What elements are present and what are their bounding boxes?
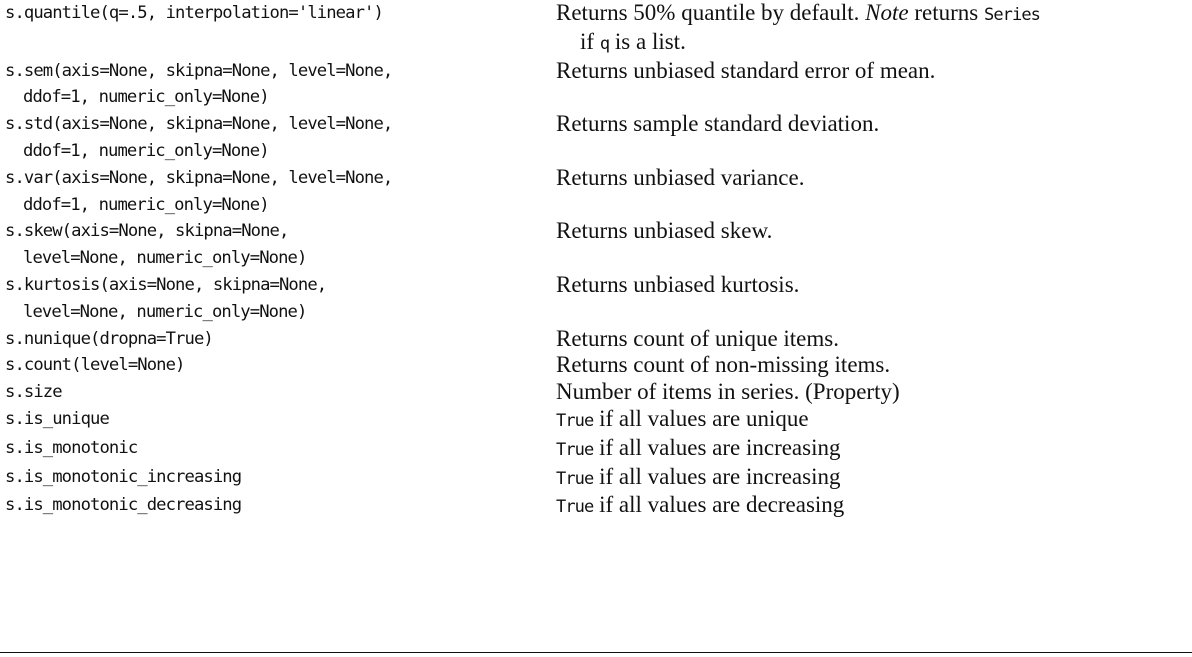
table-row (0, 111, 1192, 165)
inline-code: True (556, 468, 594, 489)
method-signature (0, 0, 556, 27)
method-signature (0, 111, 556, 165)
description-text: returns (908, 0, 984, 25)
description-text: is a list. (609, 28, 686, 54)
method-description (556, 218, 1192, 245)
description-text: Returns unbiased standard error of mean. (556, 57, 936, 83)
inline-code: Series (983, 5, 1040, 25)
table-row (0, 379, 1192, 406)
table-bottom-rule (0, 652, 1192, 653)
description-line (556, 464, 1192, 493)
description-line (556, 352, 1192, 379)
method-signature-line: s.skew(axis=None, skipna=None, (5, 221, 289, 242)
description-line (556, 29, 1192, 58)
method-signature-line: level=None, numeric_only=None) (23, 248, 307, 269)
method-description (556, 352, 1192, 379)
method-signature-line: s.quantile(q=.5, interpolation='linear') (5, 3, 383, 23)
description-text: Returns unbiased variance. (556, 164, 805, 190)
method-signature-line: s.count(level=None) (5, 355, 185, 376)
table-row (0, 352, 1192, 379)
method-signature-line: s.sem(axis=None, skipna=None, level=None, (5, 60, 393, 81)
inline-code: True (556, 410, 594, 431)
table-row (0, 272, 1192, 326)
emphasis-text: Note (865, 0, 909, 25)
method-signature-line: s.is_unique (5, 408, 109, 429)
description-text: if all values are decreasing (593, 492, 845, 518)
method-signature-line: s.is_monotonic_increasing (5, 466, 242, 487)
method-signature-line: s.is_monotonic (5, 437, 138, 458)
table-row (0, 406, 1192, 435)
table-row (0, 492, 1192, 521)
method-signature-line: s.is_monotonic_decreasing (5, 495, 242, 516)
description-line (556, 58, 1192, 85)
table-row (0, 435, 1192, 464)
table-row (0, 218, 1192, 272)
description-text: if all values are increasing (593, 434, 841, 460)
method-description (556, 272, 1192, 299)
description-line (556, 111, 1192, 138)
description-line (556, 492, 1192, 521)
method-signature-line: s.nunique(dropna=True) (5, 328, 213, 349)
method-description (556, 492, 1192, 521)
method-signature (0, 326, 556, 353)
description-line (556, 165, 1192, 192)
inline-code: True (556, 497, 594, 518)
method-signature (0, 218, 556, 272)
description-text: if all values are unique (593, 405, 809, 431)
method-description (556, 165, 1192, 192)
method-signature (0, 165, 556, 219)
table-row (0, 165, 1192, 219)
method-description (556, 379, 1192, 406)
method-signature-line: s.size (5, 382, 62, 403)
method-signature (0, 435, 556, 462)
table-row (0, 464, 1192, 493)
method-signature-line: s.kurtosis(axis=None, skipna=None, (5, 274, 327, 295)
description-text: Returns 50% quantile by default. (556, 0, 866, 25)
description-text: Returns unbiased skew. (556, 218, 773, 244)
description-line (556, 435, 1192, 464)
method-signature-line: level=None, numeric_only=None) (23, 301, 307, 322)
inline-code: q (599, 33, 610, 54)
method-signature-line: ddof=1, numeric_only=None) (23, 194, 269, 215)
inline-code: True (556, 439, 594, 460)
method-description (556, 58, 1192, 85)
table-row (0, 326, 1192, 353)
method-signature-line: ddof=1, numeric_only=None) (23, 140, 269, 161)
description-text: Returns unbiased kurtosis. (556, 271, 800, 297)
method-signature (0, 464, 556, 491)
description-text: Returns count of unique items. (556, 325, 839, 351)
method-description (556, 111, 1192, 138)
method-signature-line: s.std(axis=None, skipna=None, level=None, (5, 114, 393, 135)
description-line (556, 272, 1192, 299)
table-row (0, 58, 1192, 112)
description-text: Returns count of non-missing items. (556, 352, 891, 378)
method-description (556, 0, 1192, 58)
method-signature-line: s.var(axis=None, skipna=None, level=None, (5, 167, 393, 188)
description-text: if (580, 28, 600, 54)
method-signature (0, 352, 556, 379)
method-signature (0, 272, 556, 326)
description-line (556, 0, 1192, 29)
description-line (556, 379, 1192, 406)
method-description (556, 326, 1192, 353)
method-signature (0, 379, 556, 406)
method-description (556, 464, 1192, 493)
description-text: if all values are increasing (593, 463, 841, 489)
method-signature (0, 492, 556, 519)
method-description (556, 406, 1192, 435)
method-signature (0, 406, 556, 433)
method-signature-line: ddof=1, numeric_only=None) (23, 87, 269, 108)
method-signature (0, 58, 556, 112)
description-line (556, 218, 1192, 245)
description-text: Returns sample standard deviation. (556, 111, 880, 137)
method-description (556, 435, 1192, 464)
description-line (556, 326, 1192, 353)
description-line (556, 406, 1192, 435)
table-row (0, 0, 1192, 58)
description-text: Number of items in series. (Property) (556, 379, 900, 405)
